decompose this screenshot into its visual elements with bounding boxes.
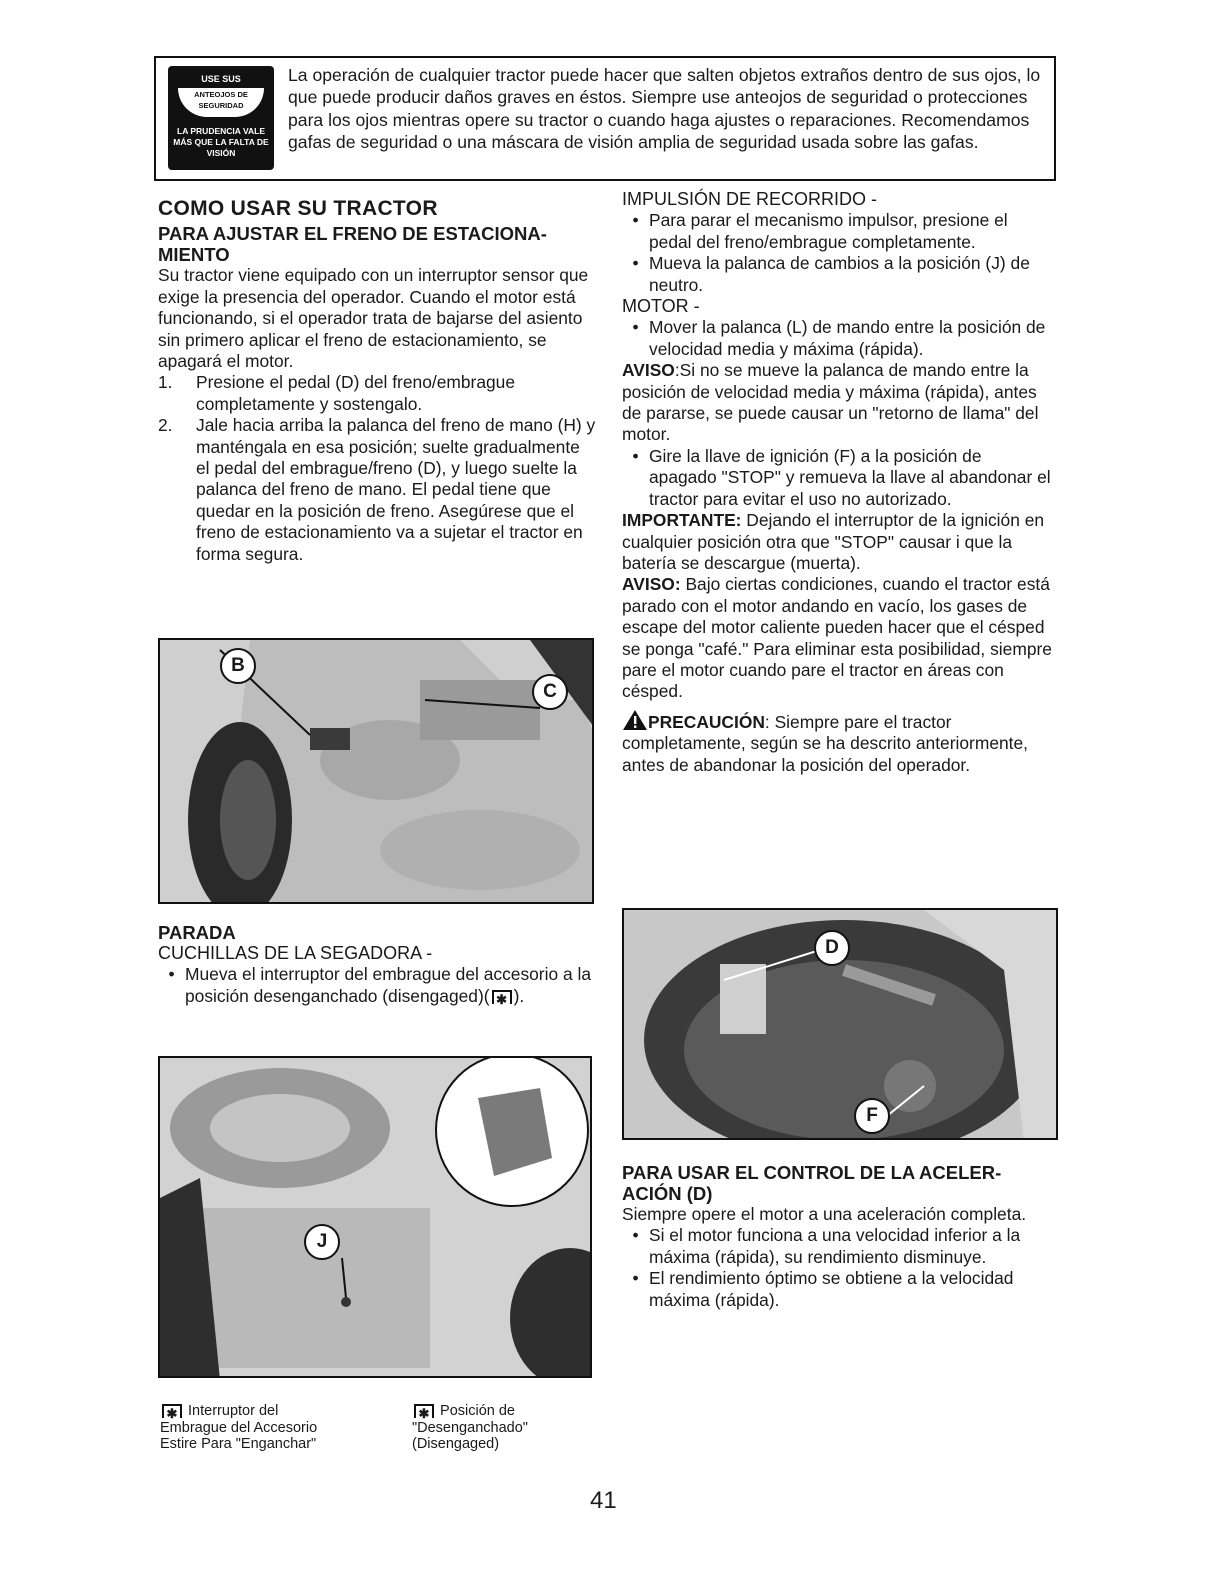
brake-illustration (160, 640, 594, 904)
left-column-top (158, 198, 598, 565)
aviso-2 (622, 574, 1054, 702)
step-item (158, 415, 598, 565)
step-number: 1. (158, 372, 173, 393)
importante (622, 510, 1054, 574)
aviso-2-text: Bajo ciertas condiciones, cuando el tractor está parado con el motor andando en vacío, los gases de escape del motor caliente pueden hacer que el césped se ponga "café." Para eliminar esta posibilidad, siempre pare el motor cuando pare el tractor en áreas con césped. (622, 574, 1052, 702)
throttle-intro: Siempre opere el motor a una aceleración completa. (622, 1204, 1027, 1224)
throttle-bullet-text: El rendimiento óptimo se obtiene a la velocidad máxima (rápida). (649, 1268, 1014, 1310)
aviso-1 (622, 360, 1054, 446)
drive-bullet (622, 253, 1054, 296)
drive-bullet-text: Mueva la palanca de cambios a la posición (J) de neutro. (649, 253, 1030, 295)
throttle-heading: PARA USAR EL CONTROL DE LA ACELER-ACIÓN (D) (622, 1162, 1002, 1204)
pto-switch-icon: ✱ (162, 1404, 182, 1418)
caption-disengage-line3: (Disengaged) (412, 1436, 500, 1452)
caption-engage-line1: Interruptor del (188, 1403, 279, 1419)
motor-bullet-text: Mover la palanca (L) de mando entre la posición de velocidad media y máxima (rápida). (649, 317, 1046, 359)
throttle-bullet-text: Si el motor funciona a una velocidad inferior a la máxima (rápida), su rendimiento disminuye. (649, 1225, 1021, 1267)
bullet-dot: • (632, 445, 639, 466)
pto-switch-illustration (160, 1058, 592, 1378)
bullet-dot: • (632, 317, 639, 338)
caption-disengage (412, 1403, 612, 1453)
throttle-bullet (622, 1225, 1054, 1268)
section-title: COMO USAR SU TRACTOR (158, 197, 438, 220)
aviso-1-label: AVISO (622, 360, 675, 381)
pto-disengaged-icon: ✱ (414, 1404, 434, 1418)
blades-bullet-text-pre: Mueva el interruptor del embrague del accesorio a la posición desenganchado (disengaged)( (185, 964, 592, 1006)
step-text: Jale hacia arriba la palanca del freno de mano (H) y manténgala en esa posición; suelte gradualmente el pedal del embrague/freno (D), y luego suelte la palanca del freno de mano. El pedal tiene que quedar en la posición de freno. Asegúrese que el freno de estacionamiento va a sujetar el tractor en forma segura. (196, 415, 596, 564)
precaucion (622, 709, 1054, 776)
blades-heading: CUCHILLAS DE LA SEGADORA - (158, 943, 433, 963)
badge-mid-text: ANTEOJOS DE SEGURIDAD (178, 88, 264, 117)
banner-text: La operación de cualquier tractor puede hacer que salten objetos extraños dentro de sus ojos, lo que puede producir daños graves en éstos. Siempre use anteojos de seguridad o protecciones para los ojos mientras opere su tractor o cuando haga ajustes o reparaciones. Recomendamos gafas de seguridad o una máscara de visión amplia de seguridad usada sobre las gafas. (288, 65, 1041, 152)
warning-triangle-icon (622, 709, 648, 731)
precaucion-label: PRECAUCIÓN (648, 711, 765, 732)
blades-bullet (158, 964, 598, 1007)
right-column (622, 189, 1054, 776)
blades-bullet-text-post: ). (513, 985, 525, 1006)
caption-engage-line2: Embrague del Accesorio (160, 1419, 318, 1436)
bullet-dot: • (632, 253, 639, 274)
stop-section (158, 922, 598, 1007)
aviso-1-text: :Si no se mueve la palanca de mando entre la posición de velocidad media y máxima (rápida), antes de pararse, se puede causar un "retorno de llama" del motor. (622, 360, 1039, 445)
bullet-dot: • (168, 964, 175, 985)
callout-j: J (304, 1224, 340, 1260)
caption-disengage-line1: Posición de (440, 1403, 515, 1419)
throttle-section (622, 1162, 1054, 1311)
safety-glasses-badge-icon (168, 66, 274, 170)
bullet-dot: • (632, 1225, 639, 1246)
pto-switch-figure (158, 1056, 592, 1378)
throttle-bullet (622, 1268, 1054, 1311)
caption-engage (160, 1403, 380, 1453)
brake-intro: Su tractor viene equipado con un interruptor sensor que exige la presencia del operador. Cuando el motor está funcionando, si el operador trata de bajarse del asiento sin primero aplicar el freno de estacionamiento, se apagará el motor. (158, 265, 589, 372)
callout-c: C (532, 674, 568, 710)
drive-bullet-text: Para parar el mecanismo impulsor, presione el pedal del freno/embrague completamente. (649, 210, 1008, 252)
callout-b: B (220, 648, 256, 684)
stop-heading: PARADA (158, 922, 236, 943)
drive-heading: IMPULSIÓN DE RECORRIDO - (622, 189, 878, 209)
step-item (158, 372, 598, 415)
caption-disengage-line2: "Desenganchado" (412, 1419, 528, 1436)
precaucion-text: : Siempre pare el tractor completamente, según se ha descrito anteriormente, antes de abandonar la posición del operador. (622, 711, 1029, 775)
drive-bullet (622, 210, 1054, 253)
ignition-bullet-text: Gire la llave de ignición (F) a la posición de apagado "STOP" y remueva la llave al abandonar el tractor para evitar el uso no autorizado. (649, 445, 1051, 509)
callout-d: D (814, 930, 850, 966)
blades-bullet-text (185, 964, 598, 1007)
brake-figure (158, 638, 594, 904)
importante-label: IMPORTANTE: (622, 510, 742, 531)
pto-disengaged-icon: ✱ (492, 990, 512, 1004)
safety-banner (154, 56, 1056, 181)
bullet-dot: • (632, 1268, 639, 1289)
step-number: 2. (158, 415, 173, 436)
callout-f: F (854, 1098, 890, 1134)
brake-heading: PARA AJUSTAR EL FRENO DE ESTACIONA-MIENTO (158, 223, 547, 266)
importante-text: Dejando el interruptor de la ignición en cualquier posición otra que "STOP" causar i que la batería se descargue (muerta). (622, 510, 1045, 573)
bullet-dot: • (632, 210, 639, 231)
aviso-2-label: AVISO: (622, 574, 681, 595)
motor-heading: MOTOR - (622, 296, 700, 317)
step-text: Presione el pedal (D) del freno/embrague completamente y sostengalo. (196, 372, 516, 414)
ignition-bullet (622, 446, 1054, 510)
motor-bullet (622, 317, 1054, 360)
throttle-figure (622, 908, 1058, 1140)
badge-bottom-text: LA PRUDENCIA VALE MÁS QUE LA FALTA DE VISIÓN (173, 126, 269, 158)
badge-top-text: USE SUS (201, 74, 241, 84)
caption-engage-line3: Estire Para "Enganchar" (160, 1436, 317, 1452)
page-number: 41 (590, 1487, 617, 1514)
